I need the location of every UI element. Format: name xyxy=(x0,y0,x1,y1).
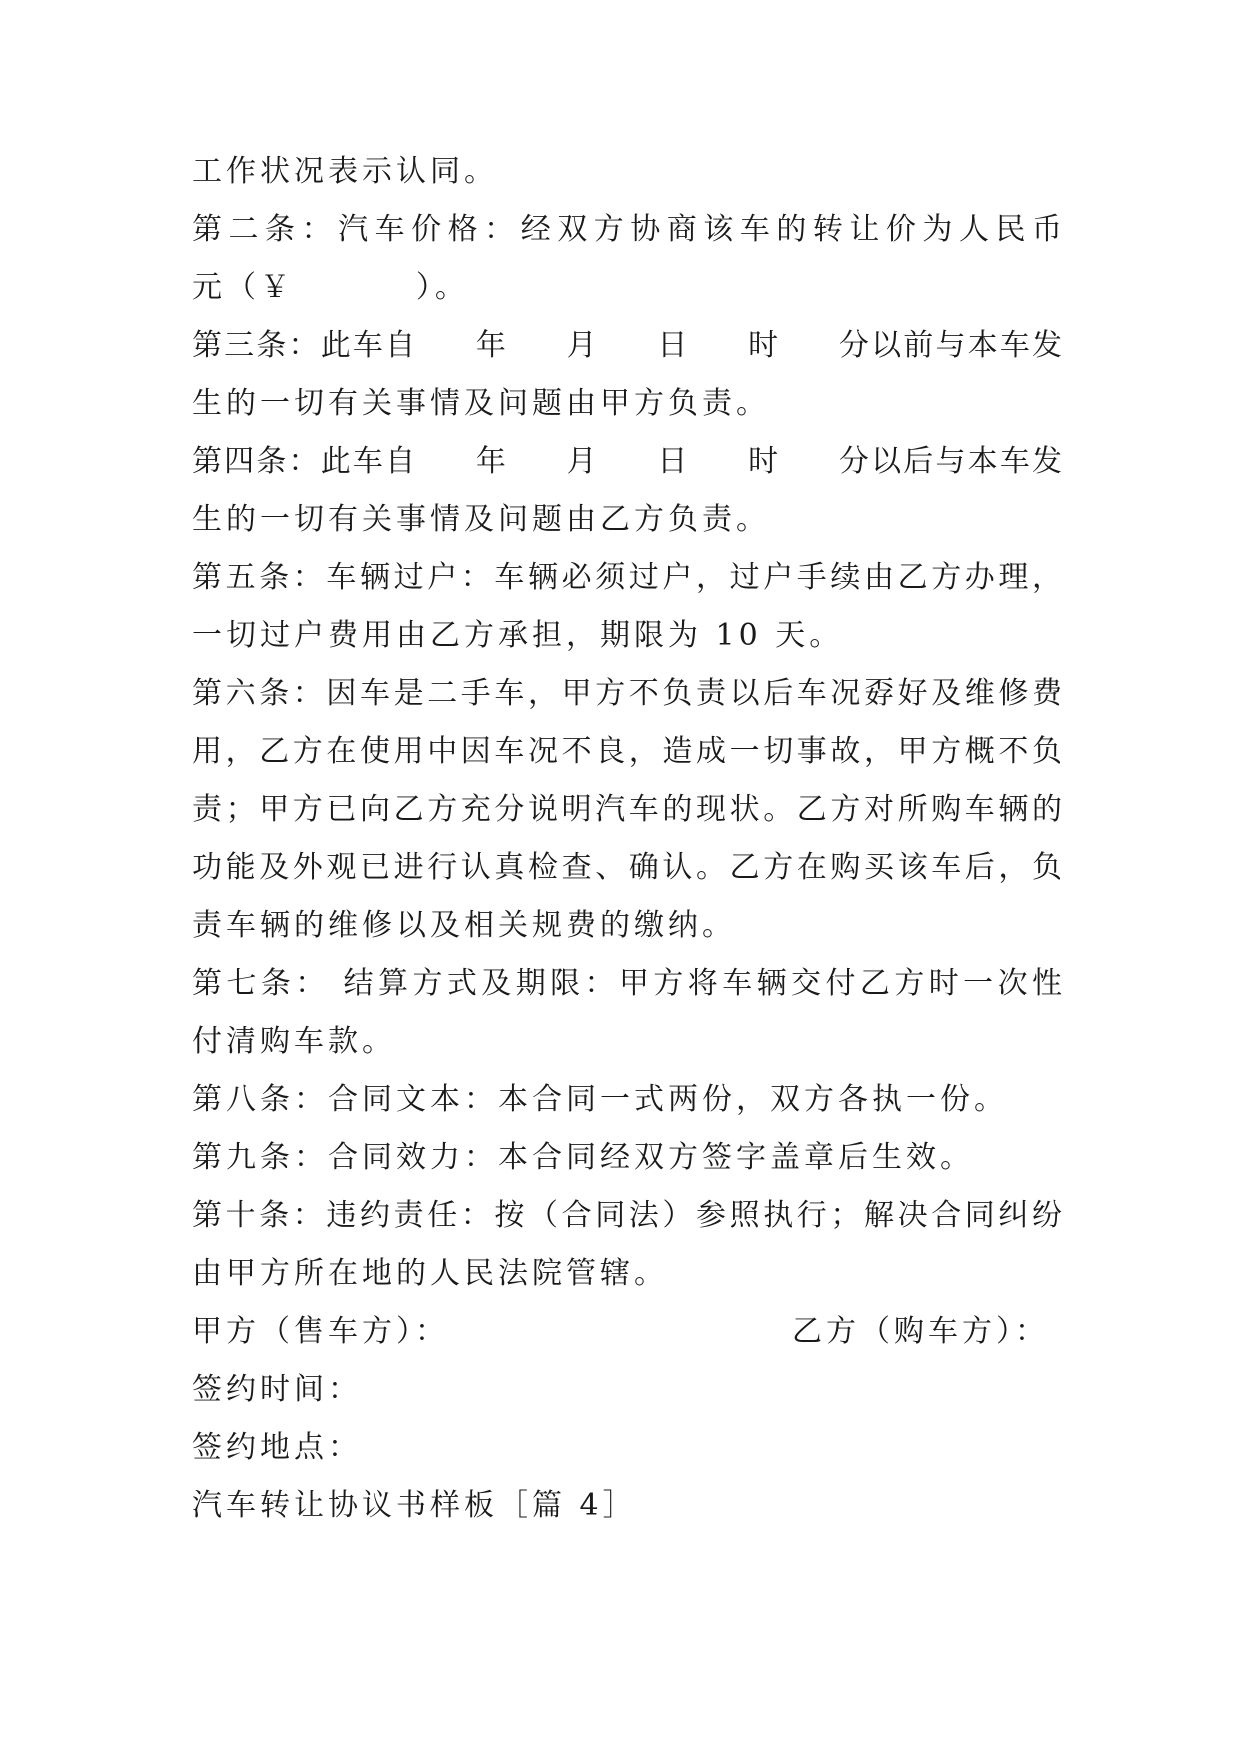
text-line: 付清购车款。 xyxy=(192,1024,396,1059)
text-line: 第六条：因车是二手车，甲方不负责以后车况孬好及维修费 xyxy=(192,676,1062,711)
text-line: 第五条：车辆过户：车辆必须过户，过户手续由乙方办理， xyxy=(192,560,1062,595)
text-line: 第八条：合同文本：本合同一式两份，双方各执一份。 xyxy=(192,1082,1008,1117)
text-line: 生的一切有关事情及问题由甲方负责。 xyxy=(192,386,770,421)
text-line: 责；甲方已向乙方充分说明汽车的现状。乙方对所购车辆的 xyxy=(192,792,1062,827)
text-line: 工作状况表示认同。 xyxy=(192,154,498,189)
party-a-label: 甲方（售车方）： xyxy=(192,1314,449,1349)
party-b-label: 乙方（购车方）： xyxy=(792,1314,1049,1349)
text-line: 一切过户费用由乙方承担，期限为 10 天。 xyxy=(192,618,844,653)
text-line: 用，乙方在使用中因车况不良，造成一切事故，甲方概不负 xyxy=(192,734,1062,769)
sign-place-label: 签约地点： xyxy=(192,1430,362,1465)
text-line: 第三条：此车自 年 月 日 时 分以前与本车发 xyxy=(192,328,1062,363)
section-title: 汽车转让协议书样板［篇 4］ xyxy=(192,1488,637,1523)
text-line: 第七条： 结算方式及期限：甲方将车辆交付乙方时一次性 xyxy=(192,966,1062,1001)
text-line: 元（￥ ）。 xyxy=(192,270,469,305)
text-line: 生的一切有关事情及问题由乙方负责。 xyxy=(192,502,770,537)
text-line: 责车辆的维修以及相关规费的缴纳。 xyxy=(192,908,736,943)
text-line: 由甲方所在地的人民法院管辖。 xyxy=(192,1256,668,1291)
text-line: 第四条：此车自 年 月 日 时 分以后与本车发 xyxy=(192,444,1062,479)
text-line: 第二条：汽车价格：经双方协商该车的转让价为人民币 xyxy=(192,212,1062,247)
text-line: 功能及外观已进行认真检查、确认。乙方在购买该车后，负 xyxy=(192,850,1062,885)
text-line: 第十条：违约责任：按（合同法）参照执行；解决合同纠纷 xyxy=(192,1198,1062,1233)
text-line: 第九条：合同效力：本合同经双方签字盖章后生效。 xyxy=(192,1140,974,1175)
sign-time-label: 签约时间： xyxy=(192,1372,362,1407)
